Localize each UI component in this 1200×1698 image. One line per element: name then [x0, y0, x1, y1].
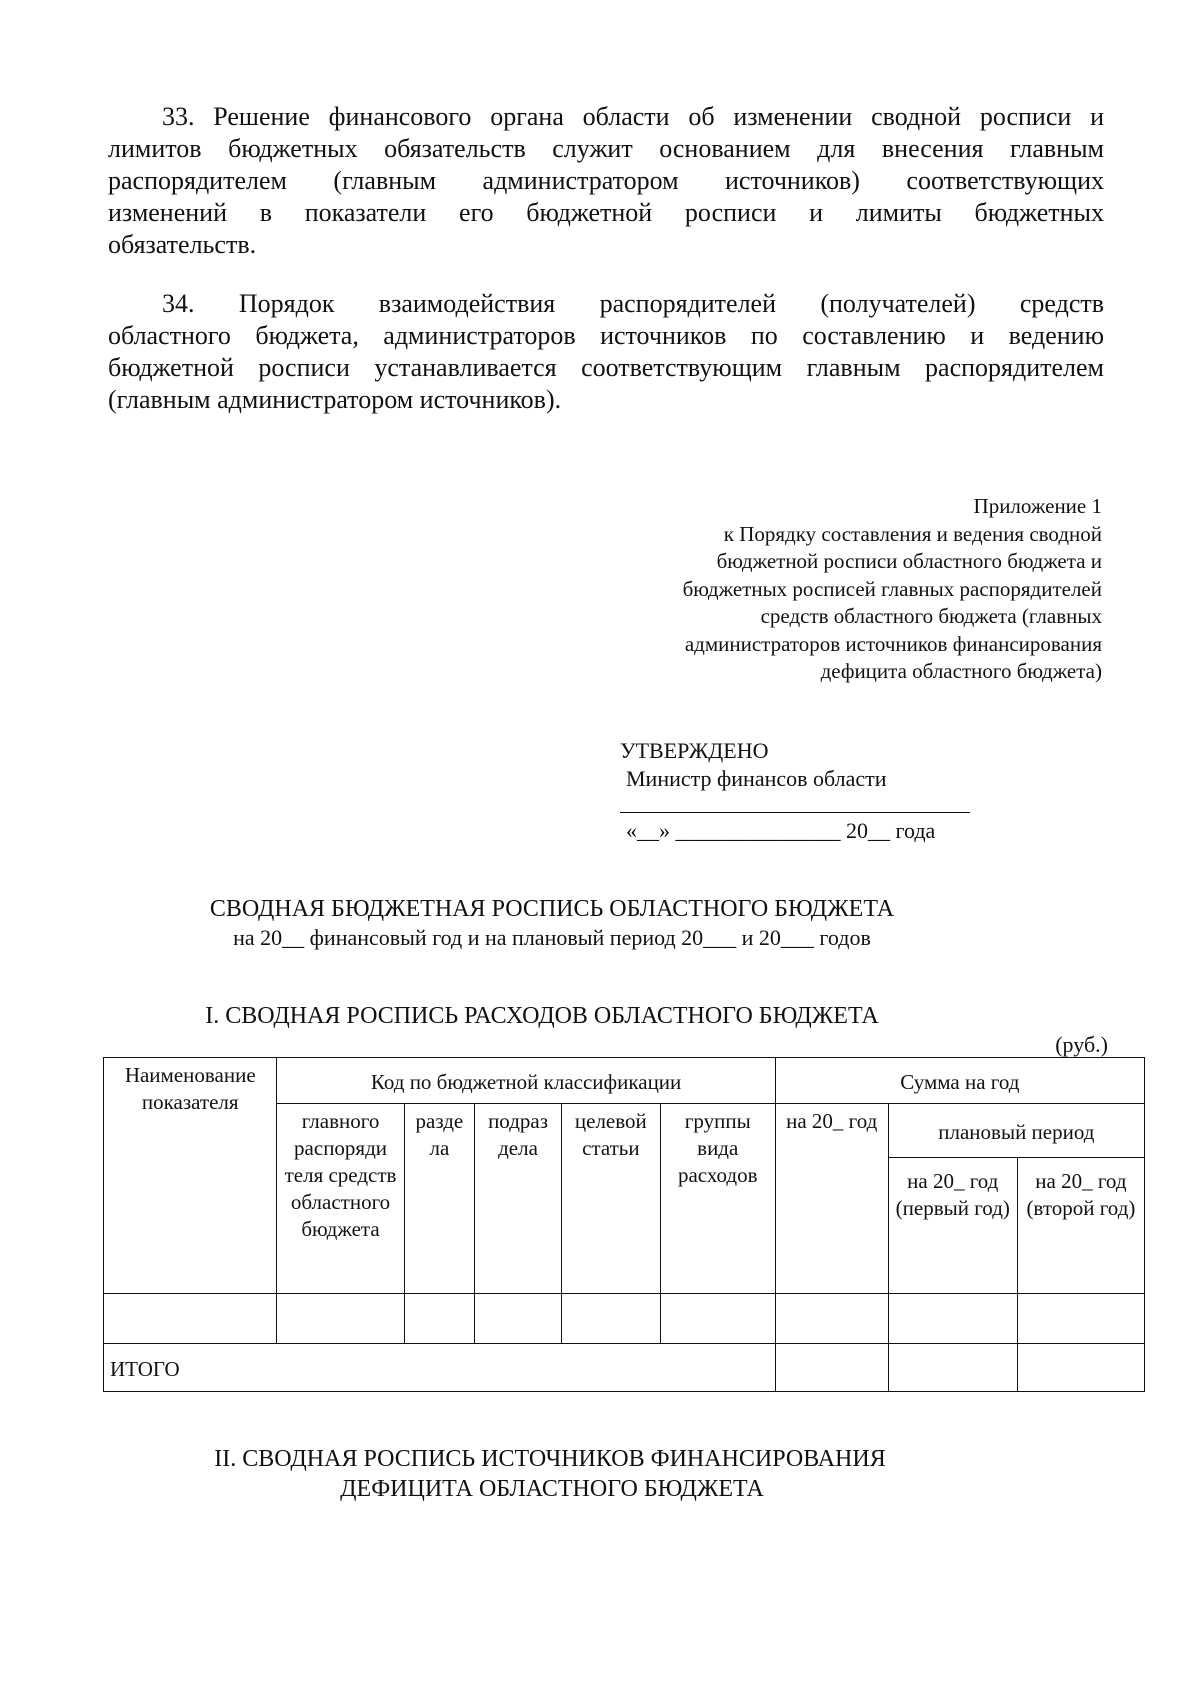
paragraph-line: лимитов бюджетных обязательств служит основанием для внесения главным — [108, 134, 1104, 163]
table-cell — [104, 1294, 277, 1344]
paragraph-34 — [108, 288, 1104, 416]
table-cell — [775, 1294, 888, 1344]
paragraph-line: 33. Решение финансового органа области об изменении сводной росписи и — [162, 102, 1104, 131]
document-title: СВОДНАЯ БЮДЖЕТНАЯ РОСПИСЬ ОБЛАСТНОГО БЮДЖЕТА — [209, 896, 895, 922]
header-planning-period: плановый период — [888, 1104, 1144, 1158]
appendix-line: дефицита областного бюджета) — [820, 659, 1102, 683]
appendix-line: Приложение 1 — [973, 494, 1102, 518]
approval-date-line: «__» _______________ 20__ года — [626, 818, 936, 843]
header-plan-year-2: на 20_ год (второй год) — [1017, 1158, 1144, 1294]
approval-block — [620, 736, 980, 792]
signature-line — [620, 812, 970, 813]
paragraph-line: распорядителем (главным администратором источников) соответствующих — [108, 166, 1104, 195]
section-2-heading-continued: ДЕФИЦИТА ОБЛАСТНОГО БЮДЖЕТА — [340, 1476, 764, 1502]
table-total-row — [104, 1344, 1145, 1392]
header-indicator-name: Наименование показателя — [104, 1058, 277, 1294]
section-2-heading: II. СВОДНАЯ РОСПИСЬ ИСТОЧНИКОВ ФИНАНСИРОВАНИЯ — [214, 1446, 886, 1472]
table-cell — [475, 1294, 562, 1344]
table-cell — [277, 1294, 404, 1344]
table-cell — [1017, 1294, 1144, 1344]
paragraph-line: обязательств. — [108, 230, 257, 259]
section-1-heading: I. СВОДНАЯ РОСПИСЬ РАСХОДОВ ОБЛАСТНОГО БЮДЖЕТА — [205, 1003, 879, 1029]
table-cell — [1017, 1344, 1144, 1392]
currency-unit: (руб.) — [1055, 1032, 1108, 1057]
header-chief-administrator: главного распоряди теля средств областного бюджета — [277, 1104, 404, 1294]
total-label: ИТОГО — [104, 1344, 776, 1392]
appendix-line: бюджетных росписей главных распорядителей — [682, 576, 1102, 601]
table-cell — [561, 1294, 660, 1344]
header-sum-group: Сумма на год — [775, 1058, 1144, 1104]
paragraph-line: бюджетной росписи устанавливается соответствующим главным распорядителем — [108, 353, 1104, 382]
header-subsection: подраз дела — [475, 1104, 562, 1294]
appendix-line: бюджетной росписи областного бюджета и — [716, 549, 1102, 573]
table-cell — [888, 1294, 1017, 1344]
appendix-note — [542, 493, 1102, 686]
expenditure-table — [103, 1057, 1145, 1392]
document-subtitle: на 20__ финансовый год и на плановый период 20___ и 20___ годов — [233, 925, 871, 950]
header-code-group: Код по бюджетной классификации — [277, 1058, 775, 1104]
paragraph-line: (главным администратором источников). — [108, 385, 562, 414]
appendix-line: к Порядку составления и ведения сводной — [723, 521, 1102, 546]
paragraph-33 — [108, 101, 1104, 261]
header-target-article: целевой статьи — [561, 1104, 660, 1294]
paragraph-line: 34. Порядок взаимодействия распорядителей (получателей) средств — [162, 289, 1104, 318]
table-cell — [775, 1344, 888, 1392]
table-cell — [660, 1294, 775, 1344]
approver-position: Министр финансов области — [626, 766, 887, 791]
header-expense-type: группы вида расходов — [660, 1104, 775, 1294]
table-row — [104, 1294, 1145, 1344]
table-cell — [404, 1294, 475, 1344]
header-current-year: на 20_ год — [775, 1104, 888, 1294]
appendix-line: средств областного бюджета (главных — [760, 604, 1102, 628]
header-plan-year-1: на 20_ год (первый год) — [888, 1158, 1017, 1294]
appendix-line: администраторов источников финансирования — [684, 631, 1102, 656]
approved-label: УТВЕРЖДЕНО — [620, 738, 769, 763]
header-section: разде ла — [404, 1104, 475, 1294]
table-header-row — [104, 1058, 1145, 1104]
paragraph-line: областного бюджета, администраторов источников по составлению и ведению — [108, 321, 1104, 350]
table-cell — [888, 1344, 1017, 1392]
paragraph-line: изменений в показатели его бюджетной росписи и лимиты бюджетных — [108, 198, 1104, 227]
